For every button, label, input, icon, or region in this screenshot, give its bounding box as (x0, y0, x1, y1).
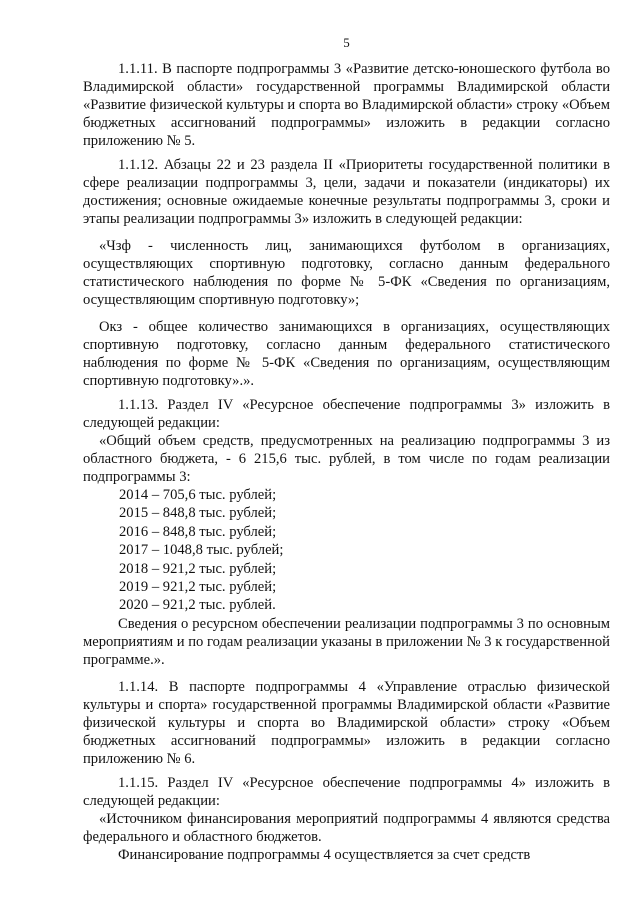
funding-by-year-list (83, 486, 610, 615)
funding-year-item: 2019 – 921,2 тыс. рублей; (119, 579, 277, 596)
paragraph-1-1-11: 1.1.11. В паспорте подпрограммы 3 «Развитие детско-юношеского футбола во Владимирской области» государственной программы Владимирской области «Развитие физической культуры и спорта во Владимирской области» строку «Объем бюджетных ассигнований подпрограммы» изложить в редакции согласно приложению № 5. (83, 61, 610, 149)
funding-year-item: 2017 – 1048,8 тыс. рублей; (119, 542, 284, 559)
funding-year-item: 2016 – 848,8 тыс. рублей; (119, 523, 277, 540)
paragraph-1-1-13: 1.1.13. Раздел IV «Ресурсное обеспечение подпрограммы 3» изложить в следующей редакции: (83, 397, 610, 431)
paragraph-okz-definition: Окз - общее количество занимающихся в организациях, осуществляющих спортивную подготовку, согласно данным федерального статистического наблюдения по форме № 5-ФК «Сведения по организациям, осуществляющим спортивную подготовку».». (83, 319, 610, 389)
paragraph-chzf-definition: «Чзф - численность лиц, занимающихся футболом в организациях, осуществляющих спортивную подготовку, согласно данным федерального статистического наблюдения по форме № 5-ФК «Сведения по организациям, осуществляющим спортивную подготовку»; (83, 238, 610, 308)
paragraph-financing: Финансирование подпрограммы 4 осуществляется за счет средств (118, 846, 531, 863)
paragraph-1-1-12: 1.1.12. Абзацы 22 и 23 раздела II «Приоритеты государственной политики в сфере реализации подпрограммы 3, цели, задачи и показатели (индикаторы) их достижения; основные ожидаемые конечные результаты подпрограммы 3, сроки и этапы реализации подпрограммы 3» изложить в следующей редакции: (83, 157, 610, 227)
paragraph-funding-source: «Источником финансирования мероприятий подпрограммы 4 являются средства федерального и областного бюджетов. (83, 810, 610, 845)
paragraph-resource-info: Сведения о ресурсном обеспечении реализации подпрограммы 3 по основным мероприятиям и по годам реализации указаны в приложении № 3 к государственной программе.». (83, 615, 610, 668)
document-page (83, 36, 610, 864)
paragraph-1-1-14: 1.1.14. В паспорте подпрограммы 4 «Управление отраслью физической культуры и спорта» государственной программы Владимирской области «Развитие физической культуры и спорта во Владимирской области» строку «Объем бюджетных ассигнований подпрограммы» изложить в редакции согласно приложению № 6. (83, 678, 610, 767)
funding-year-item: 2014 – 705,6 тыс. рублей; (119, 487, 277, 503)
funding-year-item: 2018 – 921,2 тыс. рублей; (119, 560, 277, 577)
paragraph-1-1-15: 1.1.15. Раздел IV «Ресурсное обеспечение подпрограммы 4» изложить в следующей редакции: (83, 774, 610, 809)
funding-year-item: 2015 – 848,8 тыс. рублей; (119, 505, 277, 522)
funding-year-item: 2020 – 921,2 тыс. рублей. (119, 597, 276, 614)
paragraph-total-funding: «Общий объем средств, предусмотренных на реализацию подпрограммы 3 из областного бюджета, - 6 215,6 тыс. рублей, в том числе по годам реализации подпрограммы 3: (83, 433, 610, 485)
page-number: 5 (343, 35, 350, 50)
